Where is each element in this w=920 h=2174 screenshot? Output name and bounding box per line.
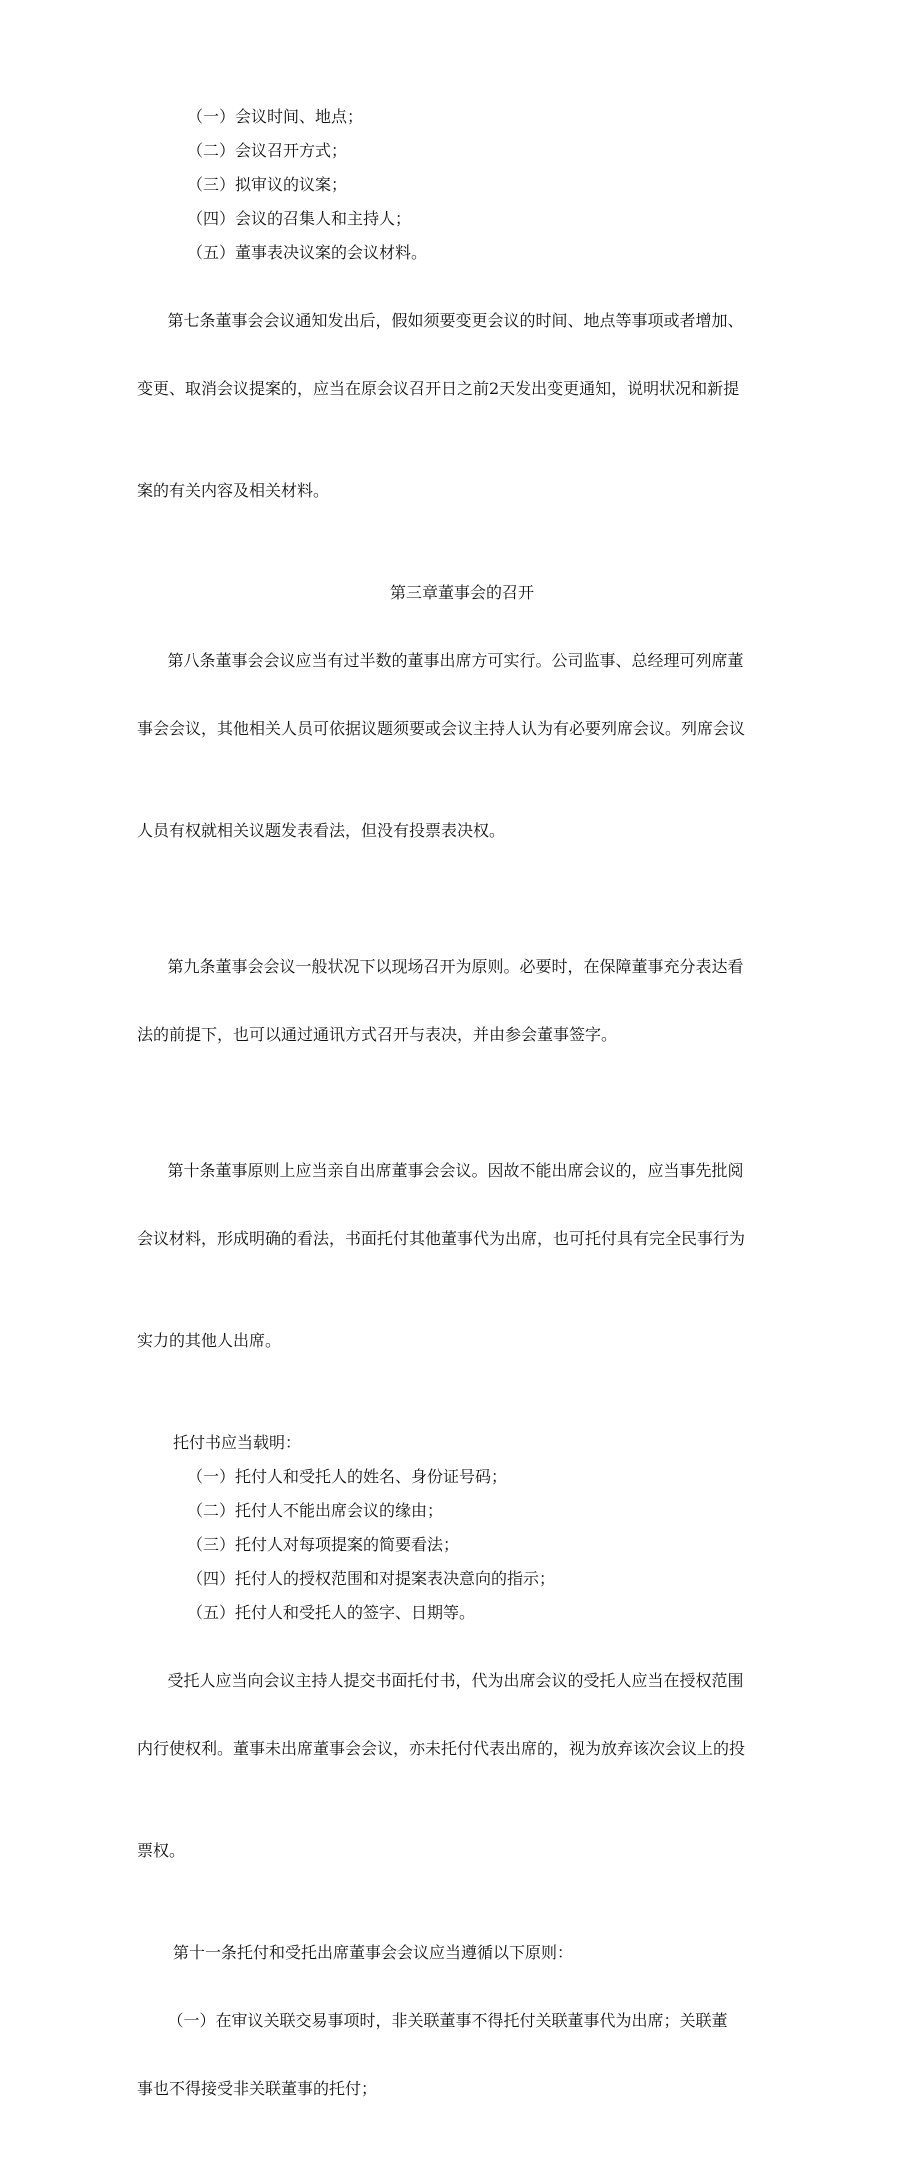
proxy-item-1: （一）托付人和受托人的姓名、身份证号码； [187, 1467, 508, 1486]
article-9 [137, 916, 787, 1120]
article-11: 第十一条托付和受托出席董事会会议应当遵循以下原则： [173, 1943, 574, 1962]
article-10 [137, 1120, 787, 1426]
chapter-3-heading: 第三章董事会的召开 [389, 583, 534, 602]
proxy-item-2: （二）托付人不能出席会议的缘由； [187, 1501, 444, 1520]
article-11-item-1-line-1: （一）在审议关联交易事项时，非关联董事不得托付关联董事代为出席；关联董 [167, 2011, 728, 2030]
article-9-line-2: 法的前提下，也可以通过通讯方式召开与表决，并由参会董事签字。 [137, 1025, 618, 1044]
article-7 [137, 270, 787, 576]
proxy-intro: 托付书应当载明： [173, 1433, 302, 1452]
notice-item-4: （四）会议的召集人和主持人； [187, 209, 412, 228]
article-7-line-1: 第七条董事会会议通知发出后，假如须要变更会议的时间、地点等事项或者增加、 [167, 311, 744, 330]
article-11-item-1 [137, 1970, 787, 2174]
proxy-rule-line-3: 票权。 [137, 1841, 186, 1860]
proxy-item-4: （四）托付人的授权范围和对提案表决意向的指示； [187, 1569, 556, 1588]
proxy-rule-line-2: 内行使权利。董事未出席董事会会议，亦未托付代表出席的，视为放弃该次会议上的投 [137, 1739, 746, 1758]
article-7-line-3: 案的有关内容及相关材料。 [137, 481, 330, 500]
article-8-line-2: 事会会议，其他相关人员可依据议题须要或会议主持人认为有必要列席会议。列席会议 [137, 719, 746, 738]
proxy-rule [137, 1630, 787, 1936]
document-body [137, 100, 787, 2174]
article-8 [137, 610, 787, 916]
article-10-line-1: 第十条董事原则上应当亲自出席董事会会议。因故不能出席会议的，应当事先批阅 [167, 1161, 744, 1180]
notice-item-1: （一）会议时间、地点； [187, 107, 364, 126]
article-9-line-1: 第九条董事会会议一般状况下以现场召开为原则。必要时，在保障董事充分表达看 [167, 957, 744, 976]
notice-item-5: （五）董事表决议案的会议材料。 [187, 243, 428, 262]
article-11-item-1-line-2: 事也不得接受非关联董事的托付； [137, 2079, 378, 2098]
notice-item-2: （二）会议召开方式； [187, 141, 348, 160]
article-10-line-2: 会议材料，形成明确的看法，书面托付其他董事代为出席，也可托付具有完全民事行为 [137, 1229, 746, 1248]
article-7-line-2: 变更、取消会议提案的，应当在原会议召开日之前2天发出变更通知，说明状况和新提 [137, 379, 740, 398]
article-10-line-3: 实力的其他人出席。 [137, 1331, 282, 1350]
article-8-line-3: 人员有权就相关议题发表看法，但没有投票表决权。 [137, 821, 506, 840]
notice-item-3: （三）拟审议的议案； [187, 175, 348, 194]
proxy-item-5: （五）托付人和受托人的签字、日期等。 [187, 1603, 476, 1622]
proxy-item-3: （三）托付人对每项提案的简要看法； [187, 1535, 460, 1554]
proxy-rule-line-1: 受托人应当向会议主持人提交书面托付书，代为出席会议的受托人应当在授权范围 [167, 1671, 744, 1690]
article-8-line-1: 第八条董事会会议应当有过半数的董事出席方可实行。公司监事、总经理可列席董 [167, 651, 744, 670]
